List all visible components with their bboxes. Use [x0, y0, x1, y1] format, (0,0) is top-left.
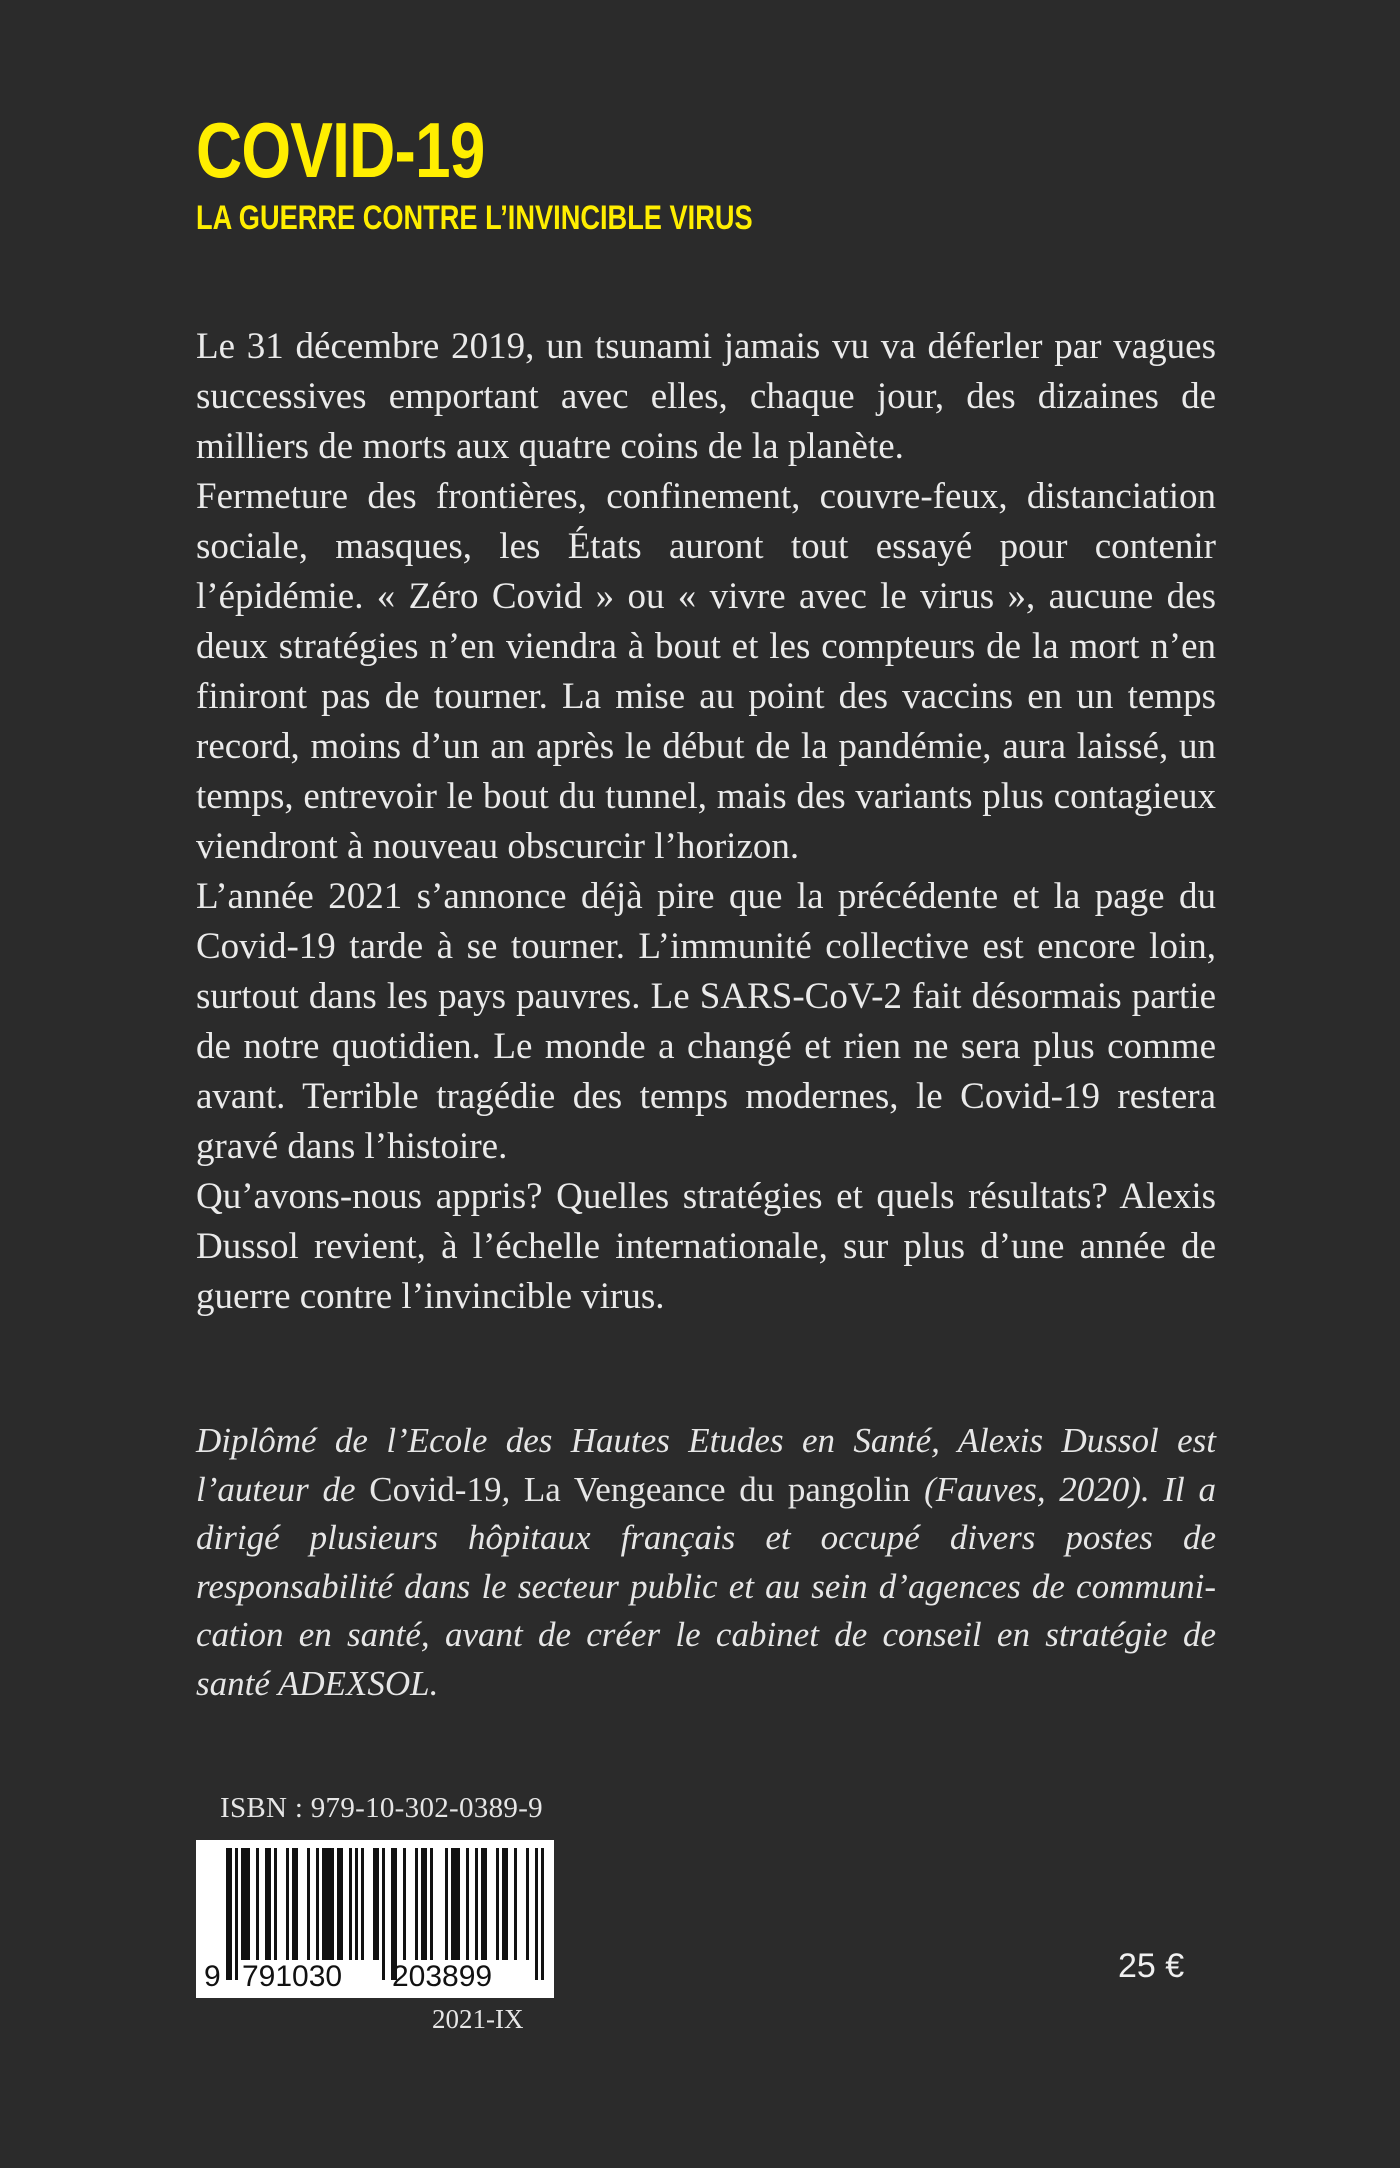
barcode-bar — [355, 1848, 358, 1960]
edition-code: 2021-IX — [432, 2004, 524, 2034]
barcode-bar — [430, 1848, 433, 1960]
author-bio — [196, 1417, 1216, 1708]
barcode-bar — [274, 1848, 277, 1960]
book-title: COVID-19 — [196, 106, 485, 194]
description-paragraph: Le 31 décembre 2019, un tsunami jamais vu va déferler par vagues successives emportant avec elles, chaque jour, des dizaines de milliers de morts aux quatre coins de la planète. — [196, 326, 1216, 467]
barcode-bar — [496, 1848, 499, 1960]
barcode-bar — [403, 1848, 406, 1960]
barcode-bar — [307, 1848, 310, 1960]
barcode-bar — [481, 1848, 487, 1960]
barcode-bar — [316, 1848, 319, 1960]
barcode-bar — [415, 1848, 418, 1960]
book-subtitle: LA GUERRE CONTRE L’INVINCIBLE VIRUS — [196, 199, 753, 237]
barcode-bar — [337, 1848, 343, 1960]
barcode-bar — [349, 1848, 352, 1960]
barcode-bar — [256, 1848, 259, 1960]
description-paragraph: Fermeture des frontières, confinement, couvre-feux, distanciation sociale, masques, les États auront tout essayé pour contenir l’épidémie. « Zéro Covid » ou « vivre avec le virus », aucune des deux stratégies n’en viendra à bout et les compteurs de la mort n’en finiront pas de tourner. La mise au point des vaccins en un temps record, moins d’un an après le début de la pandémie, aura laissé, un temps, entrevoir le bout du tunnel, mais des variants plus contagieux viendront à nouveau obscurcir l’horizon. — [196, 476, 1216, 867]
barcode-bar — [322, 1848, 334, 1960]
barcode-bar — [241, 1848, 250, 1960]
barcode-digit-first: 9 — [204, 1960, 221, 1993]
bio-text: , — [501, 1469, 524, 1509]
barcode-bar — [292, 1848, 298, 1960]
barcode-digits-left: 791030 — [242, 1960, 343, 1993]
barcode-bar — [466, 1848, 469, 1960]
bio-text: Diplômé de l’Ecole des Hautes Etudes en Santé, Alexis Dussol est l’auteur de — [196, 1421, 1216, 1509]
barcode-bar — [526, 1848, 529, 1960]
barcode-bar — [373, 1848, 379, 1960]
bio-text: (Fauves, 2020). Il a dirigé plusieurs hôpitaux français et occupé divers postes de responsabilité dans le secteur public et au sein d’agences de communication en santé, avant de créer le cabinet de conseil en stratégie de santé ADEXSOL. — [196, 1469, 1216, 1703]
barcode — [196, 1840, 554, 1998]
back-cover-description — [196, 322, 1216, 1322]
description-paragraph: Qu’avons-nous appris? Quelles stratégies et quels résultats? Alexis Dussol revient, à l’échelle internationale, sur plus d’une année de guerre contre l’invincible virus. — [196, 1176, 1216, 1317]
barcode-bar — [445, 1848, 448, 1960]
barcode-bar — [475, 1848, 478, 1960]
barcode-bar — [265, 1848, 271, 1960]
barcode-bar — [421, 1848, 427, 1960]
title-block — [196, 108, 1216, 238]
barcode-bar — [502, 1848, 508, 1960]
bio-book-subtitle: La Vengeance du pangolin — [523, 1469, 911, 1509]
price: 25 € — [1118, 1947, 1185, 1985]
bio-book-title: Covid-19 — [369, 1469, 502, 1509]
barcode-digits — [196, 1958, 554, 1996]
barcode-bar — [286, 1848, 289, 1960]
barcode-bar — [361, 1848, 364, 1960]
barcode-bar — [451, 1848, 460, 1960]
isbn-label: ISBN : 979-10-302-0389-9 — [220, 1792, 543, 1824]
barcode-digits-right: 203899 — [392, 1960, 493, 1993]
barcode-bar — [514, 1848, 517, 1960]
description-paragraph: L’année 2021 s’annonce déjà pire que la précédente et la page du Covid-19 tarde à se tourner. L’immunité collective est encore loin, surtout dans les pays pauvres. Le SARS-CoV-2 fait désormais partie de notre quotidien. Le monde a changé et rien ne sera plus comme avant. Terrible tragédie des temps modernes, le Covid-19 restera gravé dans l’histoire. — [196, 876, 1216, 1167]
